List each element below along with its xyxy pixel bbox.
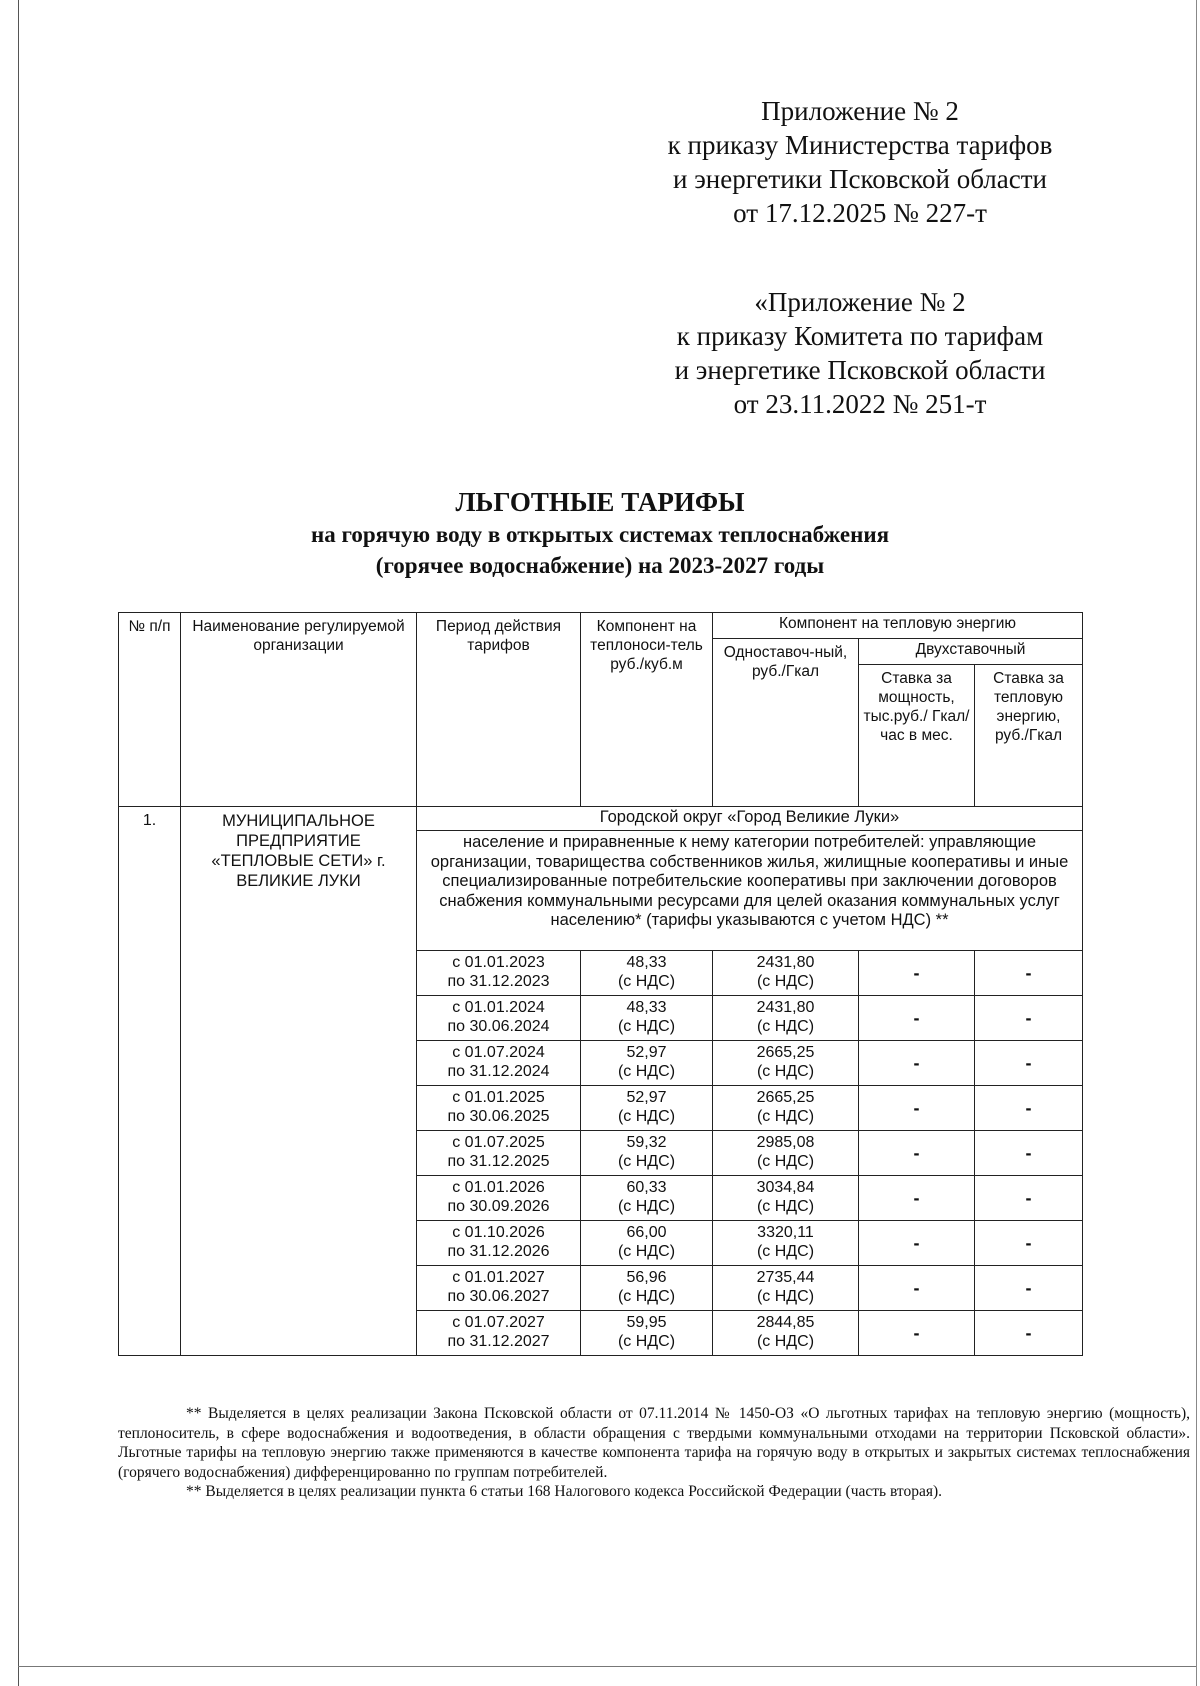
coolant-value-line: (с НДС) [617, 1063, 676, 1080]
single-rate-value [713, 951, 859, 996]
coolant-value-line: (с НДС) [617, 973, 676, 990]
district-name: Городской округ «Город Великие Луки» [417, 807, 1083, 831]
capacity-rate-value [859, 1266, 975, 1311]
header-heat-component: Компонент на тепловую энергию [713, 613, 1083, 639]
energy-rate-value-line: - [1025, 1142, 1032, 1163]
header-row-number: № п/п [119, 613, 181, 807]
energy-rate-value-line: - [1025, 1322, 1032, 1343]
capacity-rate-value [859, 1131, 975, 1176]
capacity-rate-value [859, 1311, 975, 1356]
single-rate-value-line: (с НДС) [756, 1153, 815, 1170]
capacity-rate-value [859, 951, 975, 996]
header-two-rate: Двухставочный [859, 639, 1083, 665]
appendix-line: Приложение № 2 [761, 96, 959, 126]
coolant-value [581, 1131, 713, 1176]
coolant-value-line: (с НДС) [617, 1288, 676, 1305]
capacity-rate-value-line: - [913, 1142, 920, 1163]
energy-rate-value [975, 1041, 1083, 1086]
energy-rate-value [975, 1311, 1083, 1356]
coolant-value [581, 1176, 713, 1221]
appendix-line: «Приложение № 2 [754, 287, 966, 317]
period-cell [417, 951, 581, 996]
coolant-value-line: (с НДС) [617, 1333, 676, 1350]
period-cell [417, 1176, 581, 1221]
energy-rate-value [975, 1266, 1083, 1311]
energy-rate-value [975, 1131, 1083, 1176]
coolant-value-line: 48,33 [626, 954, 667, 971]
capacity-rate-value-line: - [913, 1232, 920, 1253]
coolant-value-line: (с НДС) [617, 1198, 676, 1215]
energy-rate-value [975, 1086, 1083, 1131]
single-rate-value-line: (с НДС) [756, 1198, 815, 1215]
period-cell [417, 1221, 581, 1266]
period-cell-line: с 01.07.2024 [452, 1044, 545, 1061]
header-organization: Наименование регулируемой организации [181, 613, 417, 807]
header-energy-rate: Ставка за тепловую энергию, руб./Гкал [975, 665, 1083, 807]
energy-rate-value [975, 996, 1083, 1041]
coolant-value-line: 59,32 [626, 1134, 667, 1151]
single-rate-value-line: (с НДС) [756, 1018, 815, 1035]
header-capacity-rate: Ставка за мощность, тыс.руб./ Гкал/час в мес. [859, 665, 975, 807]
capacity-rate-value-line: - [913, 1322, 920, 1343]
title-subtitle: (горячее водоснабжение) на 2023-2027 годы [375, 553, 825, 578]
document-title [0, 485, 1200, 581]
consumer-category: население и приравненные к нему категории потребителей: управляющие организации, товарищества собственников жилья, жилищные кооперативы и иные специализированные потребительские кооперативы при заключении договоров снабжения коммунальными ресурсами для целей оказания коммунальных услуг населению* (тарифы указываются с учетом НДС) ** [417, 831, 1083, 951]
period-cell-line: по 31.12.2027 [447, 1333, 550, 1350]
appendix-header-original [600, 285, 1120, 421]
energy-rate-value-line: - [1025, 962, 1032, 983]
capacity-rate-value-line: - [913, 962, 920, 983]
capacity-rate-value-line: - [913, 1097, 920, 1118]
footnotes [118, 1404, 1190, 1502]
coolant-value-line: 52,97 [626, 1089, 667, 1106]
footnote-tax-code: ** Выделяется в целях реализации пункта 6 статьи 168 Налогового кодекса Российской Федерации (часть вторая). [186, 1483, 943, 1500]
energy-rate-value-line: - [1025, 1277, 1032, 1298]
period-cell [417, 1311, 581, 1356]
period-cell-line: по 30.06.2027 [447, 1288, 550, 1305]
period-cell-line: по 30.06.2024 [447, 1018, 550, 1035]
coolant-value-line: 59,95 [626, 1314, 667, 1331]
title-subtitle: на горячую воду в открытых системах теплоснабжения [310, 522, 890, 547]
page-border-bottom [18, 1666, 1196, 1667]
period-cell-line: по 31.12.2023 [447, 973, 550, 990]
capacity-rate-value [859, 996, 975, 1041]
period-cell-line: по 30.09.2026 [447, 1198, 550, 1215]
single-rate-value-line: (с НДС) [756, 1063, 815, 1080]
energy-rate-value-line: - [1025, 1097, 1032, 1118]
energy-rate-value-line: - [1025, 1232, 1032, 1253]
single-rate-value-line: 3034,84 [756, 1179, 815, 1196]
header-single-rate: Одноставоч-ный, руб./Гкал [713, 639, 859, 807]
appendix-line: и энергетики Псковской области [673, 164, 1047, 194]
capacity-rate-value [859, 1176, 975, 1221]
page-border-right [1196, 0, 1197, 1686]
single-rate-value-line: 2431,80 [756, 999, 815, 1016]
coolant-value-line: (с НДС) [617, 1018, 676, 1035]
period-cell-line: с 01.01.2025 [452, 1089, 545, 1106]
coolant-value-line: 56,96 [626, 1269, 667, 1286]
single-rate-value-line: 2665,25 [756, 1044, 815, 1061]
coolant-value [581, 1311, 713, 1356]
single-rate-value-line: 2665,25 [756, 1089, 815, 1106]
coolant-value [581, 1266, 713, 1311]
coolant-value [581, 1086, 713, 1131]
capacity-rate-value-line: - [913, 1277, 920, 1298]
appendix-header-current [600, 94, 1120, 230]
period-cell-line: с 01.01.2024 [452, 999, 545, 1016]
appendix-line: и энергетике Псковской области [674, 355, 1046, 385]
period-cell-line: с 01.10.2026 [452, 1224, 545, 1241]
period-cell-line: с 01.07.2025 [452, 1134, 545, 1151]
page-border-left [18, 0, 19, 1686]
appendix-line: от 17.12.2025 № 227-т [733, 198, 987, 228]
energy-rate-value-line: - [1025, 1052, 1032, 1073]
coolant-value-line: (с НДС) [617, 1243, 676, 1260]
single-rate-value-line: (с НДС) [756, 1333, 815, 1350]
coolant-value [581, 1041, 713, 1086]
energy-rate-value-line: - [1025, 1187, 1032, 1208]
energy-rate-value [975, 1176, 1083, 1221]
single-rate-value [713, 1086, 859, 1131]
single-rate-value [713, 1041, 859, 1086]
capacity-rate-value [859, 1041, 975, 1086]
coolant-value [581, 951, 713, 996]
single-rate-value [713, 1266, 859, 1311]
coolant-value-line: (с НДС) [617, 1153, 676, 1170]
single-rate-value [713, 996, 859, 1041]
single-rate-value-line: 2985,08 [756, 1134, 815, 1151]
period-cell [417, 1131, 581, 1176]
capacity-rate-value [859, 1086, 975, 1131]
single-rate-value [713, 1221, 859, 1266]
coolant-value [581, 1221, 713, 1266]
single-rate-value [713, 1131, 859, 1176]
single-rate-value [713, 1176, 859, 1221]
single-rate-value-line: (с НДС) [756, 1243, 815, 1260]
title-main: ЛЬГОТНЫЕ ТАРИФЫ [455, 487, 745, 517]
single-rate-value-line: 2844,85 [756, 1314, 815, 1331]
appendix-line: к приказу Комитета по тарифам [676, 321, 1044, 351]
header-coolant-component: Компонент на теплоноси-тель руб./куб.м [581, 613, 713, 807]
period-cell [417, 996, 581, 1041]
period-cell [417, 1266, 581, 1311]
energy-rate-value-line: - [1025, 1007, 1032, 1028]
coolant-value-line: 52,97 [626, 1044, 667, 1061]
period-cell-line: по 30.06.2025 [447, 1108, 550, 1125]
coolant-value-line: (с НДС) [617, 1108, 676, 1125]
energy-rate-value [975, 1221, 1083, 1266]
period-cell-line: по 31.12.2024 [447, 1063, 550, 1080]
period-cell-line: с 01.07.2027 [452, 1314, 545, 1331]
single-rate-value-line: (с НДС) [756, 973, 815, 990]
capacity-rate-value [859, 1221, 975, 1266]
period-cell-line: с 01.01.2026 [452, 1179, 545, 1196]
period-cell [417, 1086, 581, 1131]
single-rate-value [713, 1311, 859, 1356]
single-rate-value-line: (с НДС) [756, 1288, 815, 1305]
period-cell-line: с 01.01.2027 [452, 1269, 545, 1286]
single-rate-value-line: 3320,11 [757, 1224, 814, 1241]
coolant-value-line: 66,00 [626, 1224, 667, 1241]
capacity-rate-value-line: - [913, 1052, 920, 1073]
capacity-rate-value-line: - [913, 1007, 920, 1028]
coolant-value-line: 48,33 [626, 999, 667, 1016]
energy-rate-value [975, 951, 1083, 996]
organization-name: МУНИЦИПАЛЬНОЕ ПРЕДПРИЯТИЕ «ТЕПЛОВЫЕ СЕТИ» г. ВЕЛИКИЕ ЛУКИ [181, 807, 417, 1356]
coolant-value-line: 60,33 [626, 1179, 667, 1196]
period-cell-line: с 01.01.2023 [452, 954, 545, 971]
header-period: Период действия тарифов [417, 613, 581, 807]
appendix-line: от 23.11.2022 № 251-т [733, 389, 987, 419]
period-cell-line: по 31.12.2026 [447, 1243, 550, 1260]
single-rate-value-line: 2735,44 [756, 1269, 815, 1286]
row-number: 1. [119, 807, 181, 1356]
single-rate-value-line: (с НДС) [756, 1108, 815, 1125]
footnote-law: ** Выделяется в целях реализации Закона Псковской области от 07.11.2014 № 1450-ОЗ «О льготных тарифах на тепловую энергию (мощность), теплоноситель, в сфере водоснабжения и водоотведения, в области обращения с твердыми коммунальными отходами на территории Псковской области». Льготные тарифы на тепловую энергию также применяются в качестве компонента тарифа на горячую воду в открытых и закрытых системах теплоснабжения (горячего водоснабжения) дифференцированно по группам потребителей. [118, 1405, 1190, 1481]
period-cell-line: по 31.12.2025 [447, 1153, 550, 1170]
period-cell [417, 1041, 581, 1086]
tariff-table [118, 612, 1083, 1356]
appendix-line: к приказу Министерства тарифов [667, 130, 1053, 160]
capacity-rate-value-line: - [913, 1187, 920, 1208]
single-rate-value-line: 2431,80 [756, 954, 815, 971]
coolant-value [581, 996, 713, 1041]
